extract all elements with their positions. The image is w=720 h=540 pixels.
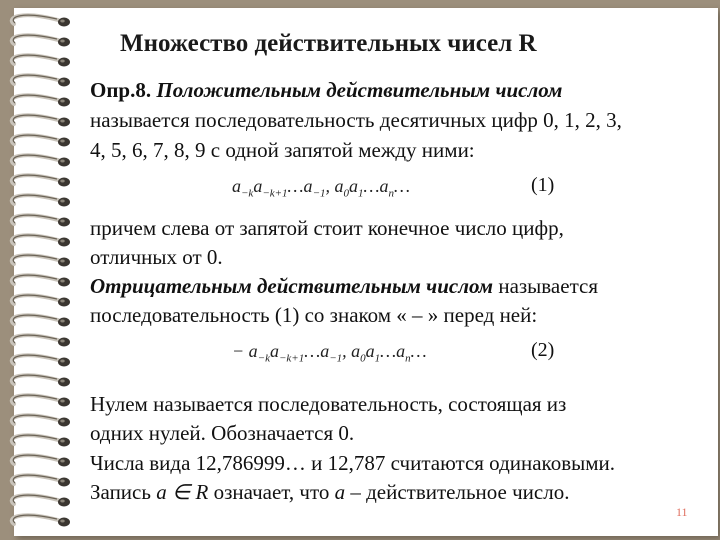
spiral-ring [12,295,70,306]
spiral-ring [12,315,70,326]
notation-text-e: – действительное число. [345,480,570,504]
spiral-ring [12,395,70,406]
spiral-ring [12,15,70,26]
definition-term: Положительным действительным числом [156,78,563,102]
spiral-ring [12,55,70,66]
spiral-ring [12,35,70,46]
slide-title: Множество действительных чисел R [120,30,537,57]
spiral-binding-icon [0,6,80,536]
formula-2: − $a_{-k}a_{-k+1}\dots a_{-1}$, $a_0a_1\dots a_n\dots$ [232,341,427,365]
notation-text-c: означает, что [208,480,335,504]
spiral-ring [12,155,70,166]
negative-term: Отрицательным действительным числом [90,274,494,298]
spiral-ring [12,255,70,266]
spiral-ring [12,175,70,186]
spiral-ring [12,235,70,246]
spiral-ring [12,495,70,506]
definition-line-4: причем слева от запятой стоит конечное число цифр, [90,216,564,240]
spiral-ring [12,115,70,126]
equation-number-2: (2) [531,339,555,361]
spiral-ring [12,355,70,366]
negative-rest: называется [493,274,598,298]
spiral-ring [12,435,70,446]
spiral-ring [12,515,70,526]
spiral-ring [12,135,70,146]
formula-1: $a_{-k}a_{-k+1}\dots a_{-1}$, $a_0a_1\dots a_n\dots$ [232,176,411,200]
spiral-ring [12,375,70,386]
page-number: 11 [676,505,688,519]
notation-symbol: a ∈ R [156,480,209,504]
spiral-ring [12,275,70,286]
spiral-ring [12,475,70,486]
spiral-ring [12,95,70,106]
notation-text-a: Запись [90,480,157,504]
spiral-ring [12,215,70,226]
negative-definition-line-1 [90,272,598,301]
spiral-ring [12,195,70,206]
negative-definition-line-2: последовательность (1) со знаком « – » перед ней: [90,303,538,327]
spiral-ring [12,415,70,426]
notation-variable: a [334,480,346,504]
equivalence-line: Числа вида 12,786999… и 12,787 считаются одинаковыми. [90,451,615,475]
definition-line-3: 4, 5, 6, 7, 8, 9 с одной запятой между ними: [90,138,475,162]
definition-label: Опр.8. [90,78,152,102]
zero-line-2: одних нулей. Обозначается 0. [90,421,355,445]
spiral-ring [12,75,70,86]
definition-line-5: отличных от 0. [90,245,223,269]
notation-line [90,478,569,507]
spiral-ring [12,455,70,466]
definition-line-2: называется последовательность десятичных цифр 0, 1, 2, 3, [90,108,622,132]
zero-line-1: Нулем называется последовательность, состоящая из [90,392,567,416]
equation-number-1: (1) [531,174,555,196]
spiral-ring [12,335,70,346]
definition-line-1 [90,76,562,105]
